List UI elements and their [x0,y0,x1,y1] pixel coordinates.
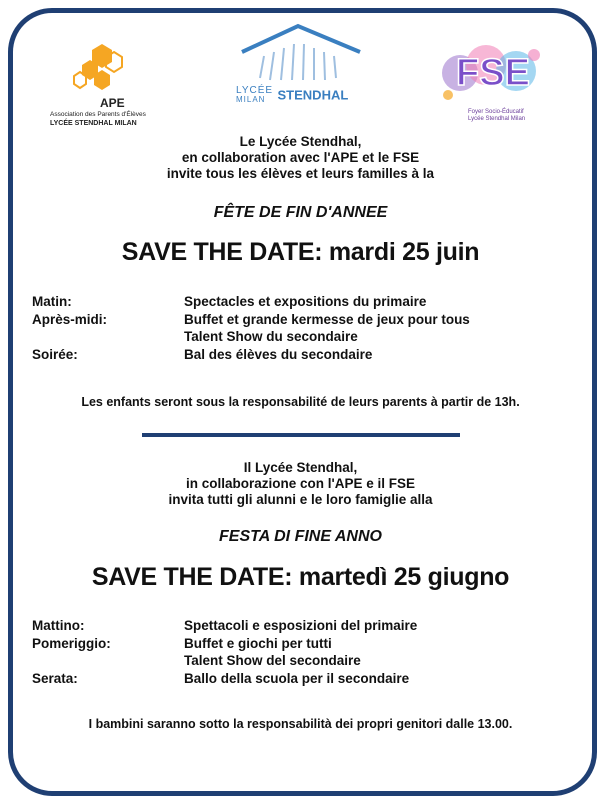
lycee-stendhal-logo [232,22,367,108]
program-row [32,294,572,312]
program-row [32,329,572,347]
ape-logo [50,44,180,134]
italian-intro [0,460,601,508]
lycee-line2: MILAN [236,95,266,104]
program-label: Après-midi: [32,311,108,327]
ape-school: LYCÉE STENDHAL MILAN [50,120,137,127]
italian-save-the-date: SAVE THE DATE: martedì 25 giugno [91,563,510,591]
program-label: Serata: [32,670,78,686]
lycee-name: STENDHAL [277,87,349,103]
program-row [32,636,572,654]
french-intro-line: Le Lycée Stendhal, [239,134,362,149]
fse-letters: FSE [456,52,530,94]
program-label: Matin: [32,294,72,309]
italian-intro-line: invita tutti gli alunni e le loro famiglie alla [168,492,433,507]
french-save-the-date: SAVE THE DATE: mardi 25 juin [121,238,480,266]
program-row [32,312,572,330]
program-value: Talent Show du secondaire [184,329,358,344]
program-value: Buffet et grande kermesse de jeux pour tous [184,311,470,327]
program-label: Pomeriggio: [32,635,111,651]
italian-note: I bambini saranno sotto la responsabilità dei propri genitori dalle 13.00. [88,717,513,731]
french-event-title: FÊTE DE FIN D'ANNEE [213,204,388,221]
fse-logo [434,35,552,131]
french-intro-line: en collaboration avec l'APE et le FSE [181,150,420,165]
fse-subtitle-line2: Lycée Stendhal Milan [468,116,526,122]
fse-splash-icon [438,35,548,111]
program-value: Talent Show del secondaire [184,653,361,668]
ape-title: APE [100,96,125,110]
program-label: Mattino: [32,618,85,633]
program-row [32,653,572,671]
program-value: Spectacles et expositions du primaire [184,294,427,309]
italian-program [32,618,572,688]
fse-subtitle-line1: Foyer Socio-Éducatif [468,109,524,115]
program-row [32,618,572,636]
program-row [32,671,572,689]
ape-subtitle: Association des Parents d'Élèves [50,111,146,118]
lycee-logo-text [236,86,366,104]
honeycomb-icon [72,42,132,96]
program-value: Buffet e giochi per tutti [184,635,332,651]
italian-intro-line: Il Lycée Stendhal, [243,460,358,475]
program-value: Bal des élèves du secondaire [184,346,373,362]
french-program [32,294,572,364]
french-note: Les enfants seront sous la responsabilité de leurs parents à partir de 13h. [81,395,520,409]
french-intro-line: invite tous les élèves et leurs familles à la [166,166,435,181]
program-value: Spettacoli e esposizioni del primaire [184,618,418,633]
section-divider [142,433,460,437]
italian-intro-line: in collaborazione con l'APE e il FSE [185,476,415,491]
italian-event-title: FESTA DI FINE ANNO [219,528,382,545]
program-row [32,347,572,365]
fse-subtitle [468,109,525,123]
french-intro [0,134,601,182]
program-value: Ballo della scuola per il secondaire [184,670,410,686]
building-icon [236,22,366,84]
program-label: Soirée: [32,346,78,362]
lycee-line1: LYCÉE [236,85,274,96]
